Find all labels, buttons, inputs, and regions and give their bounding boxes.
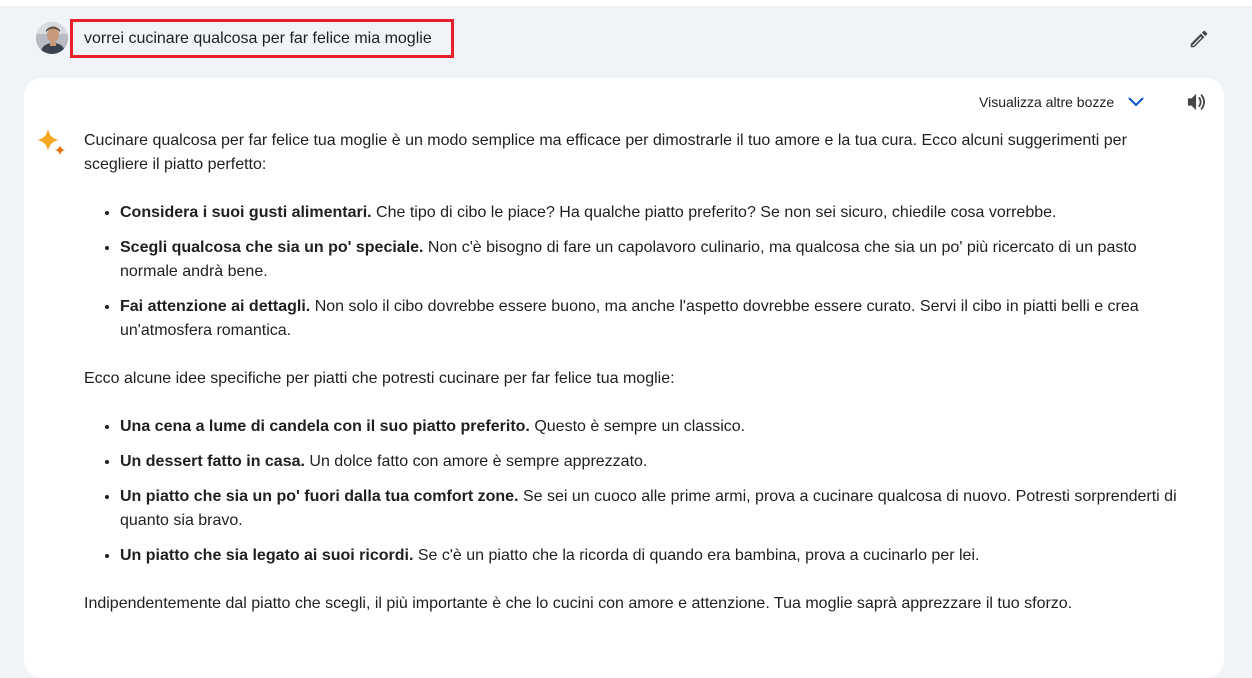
tip-text: Non solo il cibo dovrebbe essere buono, ma anche l'aspetto dovrebbe essere curato. Servi il cibo in piatti belli e crea un'atmosfera romantica.	[120, 298, 1139, 339]
idea-heading: Un piatto che sia un po' fuori dalla tua comfort zone.	[120, 488, 519, 505]
idea-item	[120, 485, 1194, 533]
tip-text: Non c'è bisogno di fare un capolavoro culinario, ma qualcosa che sia un po' più ricercato di un pasto normale andrà bene.	[120, 239, 1137, 280]
avatar-image	[36, 22, 68, 54]
response-conclusion: Indipendentemente dal piatto che scegli, il più importante è che lo cucini con amore e attenzione. Tua moglie saprà apprezzare il tuo sforzo.	[84, 595, 1073, 612]
speaker-icon	[1186, 92, 1208, 112]
tip-item	[120, 295, 1194, 343]
response-card	[24, 78, 1224, 678]
tip-item	[120, 201, 1194, 225]
idea-text: Se sei un cuoco alle prime armi, prova a cucinare qualcosa di nuovo. Potresti sorprenderti di quanto sia bravo.	[120, 488, 1177, 529]
idea-text: Se c'è un piatto che la ricorda di quando era bambina, prova a cucinarlo per lei.	[413, 547, 980, 564]
tip-heading: Scegli qualcosa che sia un po' speciale.	[120, 239, 424, 256]
idea-item	[120, 415, 1194, 439]
idea-text: Questo è sempre un classico.	[529, 418, 746, 435]
tip-heading: Fai attenzione ai dettagli.	[120, 298, 311, 315]
idea-item	[120, 544, 1194, 568]
view-drafts-button[interactable]	[979, 91, 1146, 113]
pencil-icon	[1188, 28, 1210, 50]
tip-heading: Considera i suoi gusti alimentari.	[120, 204, 372, 221]
user-prompt-row	[0, 6, 1252, 72]
sparkle-icon	[36, 128, 68, 158]
read-aloud-button[interactable]	[1184, 90, 1210, 114]
view-drafts-label: Visualizza altre bozze	[979, 94, 1115, 110]
idea-item	[120, 450, 1194, 474]
prompt-highlight-box	[70, 19, 454, 58]
tip-item	[120, 236, 1194, 284]
prompt-text: vorrei cucinare qualcosa per far felice mia moglie	[84, 30, 432, 47]
idea-heading: Una cena a lume di candela con il suo piatto preferito.	[120, 418, 530, 435]
user-avatar[interactable]	[36, 22, 68, 54]
idea-text: Un dolce fatto con amore è sempre apprezzato.	[304, 453, 648, 470]
tips-list	[84, 201, 1194, 343]
response-intro: Cucinare qualcosa per far felice tua moglie è un modo semplice ma efficace per dimostrarle il tuo amore e la tua cura. Ecco alcuni suggerimenti per scegliere il piatto perfetto:	[84, 132, 1127, 173]
chevron-down-icon	[1126, 92, 1146, 112]
response-body	[84, 129, 1194, 616]
ideas-list	[84, 415, 1194, 568]
ideas-intro: Ecco alcune idee specifiche per piatti che potresti cucinare per far felice tua moglie:	[84, 370, 675, 387]
tip-text: Che tipo di cibo le piace? Ha qualche piatto preferito? Se non sei sicuro, chiedile cosa vorrebbe.	[371, 204, 1057, 221]
idea-heading: Un dessert fatto in casa.	[120, 453, 305, 470]
idea-heading: Un piatto che sia legato ai suoi ricordi.	[120, 547, 414, 564]
edit-prompt-button[interactable]	[1186, 26, 1212, 52]
